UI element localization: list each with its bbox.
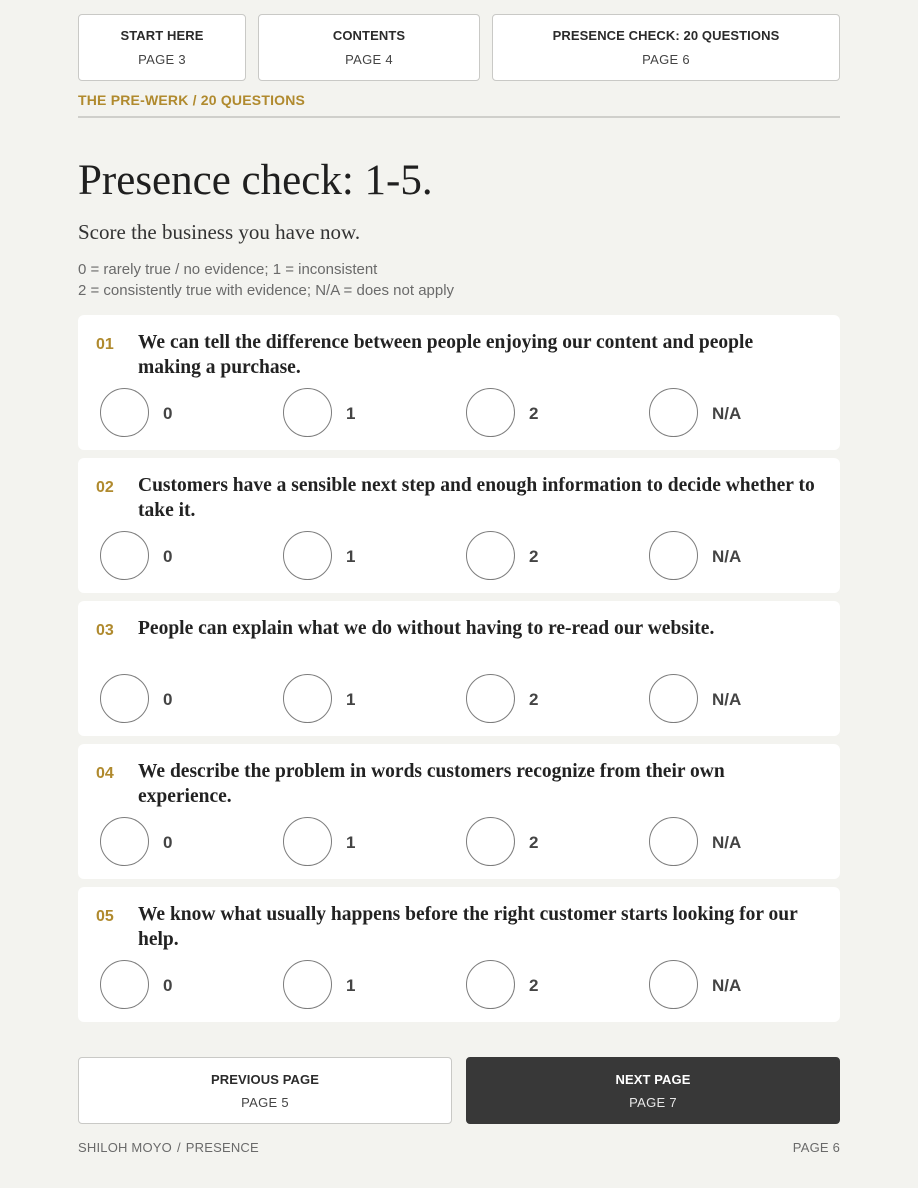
radio-circle[interactable]	[283, 817, 332, 866]
radio-circle[interactable]	[283, 531, 332, 580]
radio-option-0[interactable]	[100, 387, 172, 437]
radio-option-0[interactable]	[100, 530, 172, 580]
radio-option-1[interactable]	[283, 816, 355, 866]
radio-circle[interactable]	[466, 817, 515, 866]
question-number: 03	[96, 622, 114, 639]
option-label: 0	[163, 832, 173, 852]
nav-card-title: START HERE	[120, 28, 204, 43]
option-label: 0	[163, 403, 173, 423]
section-label: THE PRE-WERK / 20 QUESTIONS	[78, 92, 840, 118]
question-text: Customers have a sensible next step and enough information to decide whether to take it.	[138, 475, 815, 521]
nav-card-contents[interactable]	[258, 14, 480, 81]
nav-card-title: CONTENTS	[332, 28, 406, 43]
question-number: 05	[96, 908, 114, 925]
option-label: 0	[163, 546, 173, 566]
scale-legend-line: 2 = consistently true with evidence; N/A = does not apply	[78, 282, 455, 299]
option-label: 1	[346, 832, 356, 852]
nav-card-start-here[interactable]	[78, 14, 246, 81]
nav-card-title: PRESENCE CHECK: 20 QUESTIONS	[552, 28, 780, 43]
question-card-02	[78, 458, 840, 593]
radio-option-1[interactable]	[283, 673, 355, 723]
radio-option-1[interactable]	[283, 387, 355, 437]
radio-option-0[interactable]	[100, 959, 172, 1009]
radio-option-na[interactable]	[649, 816, 741, 866]
radio-option-na[interactable]	[649, 673, 741, 723]
question-text: We know what usually happens before the right customer starts looking for our help.	[138, 904, 798, 950]
option-label: 1	[346, 689, 356, 709]
radio-circle[interactable]	[100, 960, 149, 1009]
footer-section: PRESENCE	[185, 1140, 259, 1155]
question-card-01	[78, 315, 840, 450]
footer-credit	[78, 1140, 259, 1155]
next-page-title: NEXT PAGE	[615, 1071, 691, 1087]
next-page-number: PAGE 7	[629, 1094, 677, 1110]
radio-circle[interactable]	[100, 674, 149, 723]
radio-circle[interactable]	[649, 817, 698, 866]
previous-page-button[interactable]	[78, 1057, 452, 1124]
option-label: 2	[529, 975, 539, 995]
nav-card-presence-check[interactable]	[492, 14, 840, 81]
radio-circle[interactable]	[283, 674, 332, 723]
radio-circle[interactable]	[649, 960, 698, 1009]
radio-circle[interactable]	[649, 674, 698, 723]
option-label: 2	[529, 546, 539, 566]
question-number: 01	[96, 336, 114, 353]
scale-legend	[78, 259, 454, 301]
next-page-button[interactable]	[466, 1057, 840, 1124]
radio-option-2[interactable]	[466, 959, 538, 1009]
radio-circle[interactable]	[283, 960, 332, 1009]
option-label: 2	[529, 832, 539, 852]
answer-options	[100, 959, 840, 1009]
radio-circle[interactable]	[100, 531, 149, 580]
radio-circle[interactable]	[100, 817, 149, 866]
radio-option-na[interactable]	[649, 387, 741, 437]
option-label: 2	[529, 689, 539, 709]
top-navigation	[78, 14, 840, 81]
footer-page-number: PAGE 6	[792, 1140, 840, 1155]
previous-page-title: PREVIOUS PAGE	[211, 1071, 319, 1087]
radio-option-na[interactable]	[649, 959, 741, 1009]
option-label: 1	[346, 546, 356, 566]
question-card-05	[78, 887, 840, 1022]
bottom-navigation	[78, 1057, 840, 1124]
question-text: People can explain what we do without having to re-read our website.	[138, 618, 715, 639]
radio-option-1[interactable]	[283, 530, 355, 580]
footer-separator: /	[176, 1140, 181, 1155]
option-label: 1	[346, 975, 356, 995]
question-number: 02	[96, 479, 114, 496]
question-text: We can tell the difference between people enjoying our content and people making a purchase.	[138, 332, 754, 378]
nav-card-page: PAGE 4	[345, 52, 393, 67]
footer-author: SHILOH MOYO	[78, 1140, 172, 1155]
radio-circle[interactable]	[466, 674, 515, 723]
option-label: N/A	[712, 832, 742, 852]
radio-circle[interactable]	[100, 388, 149, 437]
option-label: N/A	[712, 403, 742, 423]
previous-page-number: PAGE 5	[241, 1094, 289, 1110]
radio-option-2[interactable]	[466, 387, 538, 437]
option-label: N/A	[712, 546, 742, 566]
question-list	[78, 315, 840, 1030]
question-card-03	[78, 601, 840, 736]
nav-card-page: PAGE 6	[642, 52, 690, 67]
option-label: 2	[529, 403, 539, 423]
radio-option-2[interactable]	[466, 673, 538, 723]
page-title: Presence check: 1-5.	[78, 157, 433, 204]
question-number: 04	[96, 765, 114, 782]
radio-option-0[interactable]	[100, 673, 172, 723]
option-label: N/A	[712, 975, 742, 995]
option-label: 1	[346, 403, 356, 423]
page-subtitle: Score the business you have now.	[78, 220, 361, 244]
radio-circle[interactable]	[466, 960, 515, 1009]
scale-legend-line: 0 = rarely true / no evidence; 1 = inconsistent	[78, 261, 378, 278]
radio-circle[interactable]	[283, 388, 332, 437]
option-label: N/A	[712, 689, 742, 709]
radio-option-na[interactable]	[649, 530, 741, 580]
radio-option-0[interactable]	[100, 816, 172, 866]
question-text: We describe the problem in words customers recognize from their own experience.	[138, 761, 725, 807]
question-card-04	[78, 744, 840, 879]
answer-options	[100, 387, 840, 437]
answer-options	[100, 673, 840, 723]
radio-circle[interactable]	[649, 388, 698, 437]
radio-option-2[interactable]	[466, 530, 538, 580]
nav-card-page: PAGE 3	[138, 52, 186, 67]
answer-options	[100, 530, 840, 580]
option-label: 0	[163, 975, 173, 995]
answer-options	[100, 816, 840, 866]
radio-option-1[interactable]	[283, 959, 355, 1009]
radio-option-2[interactable]	[466, 816, 538, 866]
radio-circle[interactable]	[466, 531, 515, 580]
radio-circle[interactable]	[649, 531, 698, 580]
option-label: 0	[163, 689, 173, 709]
radio-circle[interactable]	[466, 388, 515, 437]
